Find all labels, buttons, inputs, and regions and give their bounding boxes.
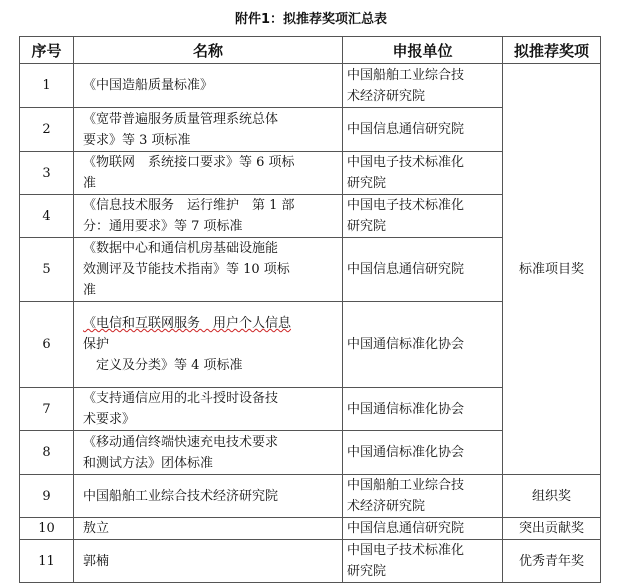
- cell-unit: [343, 475, 503, 518]
- cell-text-line: 中国信息通信研究院: [347, 262, 465, 277]
- cell-index: 10: [20, 518, 74, 540]
- cell-index: 9: [20, 475, 74, 518]
- column-header-unit: 申报单位: [343, 37, 503, 64]
- cell-text-line: 中国船舶工业综合技术经济研究院: [83, 488, 279, 504]
- column-header-award: 拟推荐奖项: [503, 37, 601, 64]
- cell-award: 标准项目奖: [503, 64, 601, 475]
- cell-text-line: 《支持通信应用的北斗授时设备技: [83, 391, 279, 406]
- cell-text-line: 效测评及节能技术指南》等 10 项标: [83, 262, 290, 277]
- cell-text-line: 《电信和互联网服务 用户个人信息: [83, 316, 292, 331]
- cell-text-line: 准: [83, 283, 97, 298]
- cell-text-line: 中国电子技术标准化: [347, 543, 465, 558]
- cell-name: [74, 195, 343, 238]
- cell-index: 6: [20, 302, 74, 388]
- table-row: [20, 540, 601, 583]
- cell-name: [74, 475, 343, 518]
- cell-award: 组织奖: [503, 475, 601, 518]
- cell-text-line: 研究院: [347, 176, 387, 191]
- cell-name: [74, 388, 343, 431]
- column-header-name: 名称: [74, 37, 343, 64]
- cell-award: 突出贡献奖: [503, 518, 601, 540]
- cell-text-line: 中国电子技术标准化: [347, 198, 465, 213]
- cell-text-line: 敖立: [83, 521, 110, 536]
- cell-text-line: 准: [83, 176, 97, 191]
- cell-text-line: 中国电子技术标准化: [347, 155, 465, 170]
- cell-index: 5: [20, 238, 74, 302]
- table-row: [20, 475, 601, 518]
- cell-unit: [343, 195, 503, 238]
- cell-name: [74, 540, 343, 583]
- cell-index: 2: [20, 108, 74, 152]
- table-row: [20, 64, 601, 108]
- cell-text-line: 研究院: [347, 564, 387, 579]
- cell-text-line: 中国船舶工业综合技: [347, 67, 465, 83]
- cell-text-line: 《物联网 系统接口要求》等 6 项标: [83, 155, 295, 170]
- cell-index: 1: [20, 64, 74, 108]
- cell-name: [74, 152, 343, 195]
- table-body: [20, 64, 601, 583]
- cell-text-line: 《移动通信终端快速充电技术要求: [83, 434, 279, 450]
- cell-text-line: 和测试方法》团体标准: [83, 455, 214, 471]
- cell-index: 8: [20, 431, 74, 475]
- table-row: [20, 518, 601, 540]
- cell-text-line: 《数据中心和通信机房基础设施能: [83, 241, 279, 256]
- cell-unit: [343, 518, 503, 540]
- cell-text-line: 研究院: [347, 219, 387, 234]
- column-header-index: 序号: [20, 37, 74, 64]
- cell-name: [74, 64, 343, 108]
- cell-text-line: 术经济研究院: [347, 88, 426, 104]
- cell-unit: [343, 388, 503, 431]
- cell-text-line: 保护: [83, 337, 110, 352]
- cell-index: 3: [20, 152, 74, 195]
- cell-unit: [343, 540, 503, 583]
- cell-text-line: 中国船舶工业综合技: [347, 478, 465, 493]
- cell-name: [74, 431, 343, 475]
- cell-name: [74, 302, 343, 388]
- cell-text-line: 《信息技术服务 运行维护 第 1 部: [83, 198, 295, 213]
- cell-text-line: 分：通用要求》等 7 项标准: [83, 219, 243, 234]
- cell-index: 4: [20, 195, 74, 238]
- page-title: 附件1：拟推荐奖项汇总表: [234, 12, 388, 27]
- cell-text-line: 中国通信标准化协会: [347, 401, 465, 417]
- cell-text-line: 《中国造船质量标准》: [83, 78, 214, 93]
- cell-index: 7: [20, 388, 74, 431]
- cell-unit: [343, 238, 503, 302]
- cell-unit: [343, 431, 503, 475]
- cell-text-line: 郭楠: [83, 553, 110, 569]
- table-header-row: [20, 37, 601, 64]
- cell-text-line: 中国信息通信研究院: [347, 122, 465, 137]
- cell-text-line: 中国通信标准化协会: [347, 337, 465, 352]
- cell-unit: [343, 152, 503, 195]
- cell-name: [74, 238, 343, 302]
- cell-unit: [343, 302, 503, 388]
- cell-name: [74, 518, 343, 540]
- cell-text-line: 中国信息通信研究院: [347, 521, 465, 536]
- cell-text-line: 中国通信标准化协会: [347, 445, 465, 460]
- cell-text-line: 术经济研究院: [347, 499, 426, 514]
- cell-unit: [343, 64, 503, 108]
- cell-text-line: 定义及分类》等 4 项标准: [83, 358, 243, 373]
- cell-index: 11: [20, 540, 74, 583]
- award-summary-table: [19, 36, 601, 583]
- cell-name: [74, 108, 343, 152]
- cell-unit: [343, 108, 503, 152]
- cell-text-line: 术要求》: [83, 412, 136, 427]
- cell-award: 优秀青年奖: [503, 540, 601, 583]
- cell-text-line: 要求》等 3 项标准: [83, 132, 191, 148]
- cell-text-line: 《宽带普遍服务质量管理系统总体: [83, 111, 279, 127]
